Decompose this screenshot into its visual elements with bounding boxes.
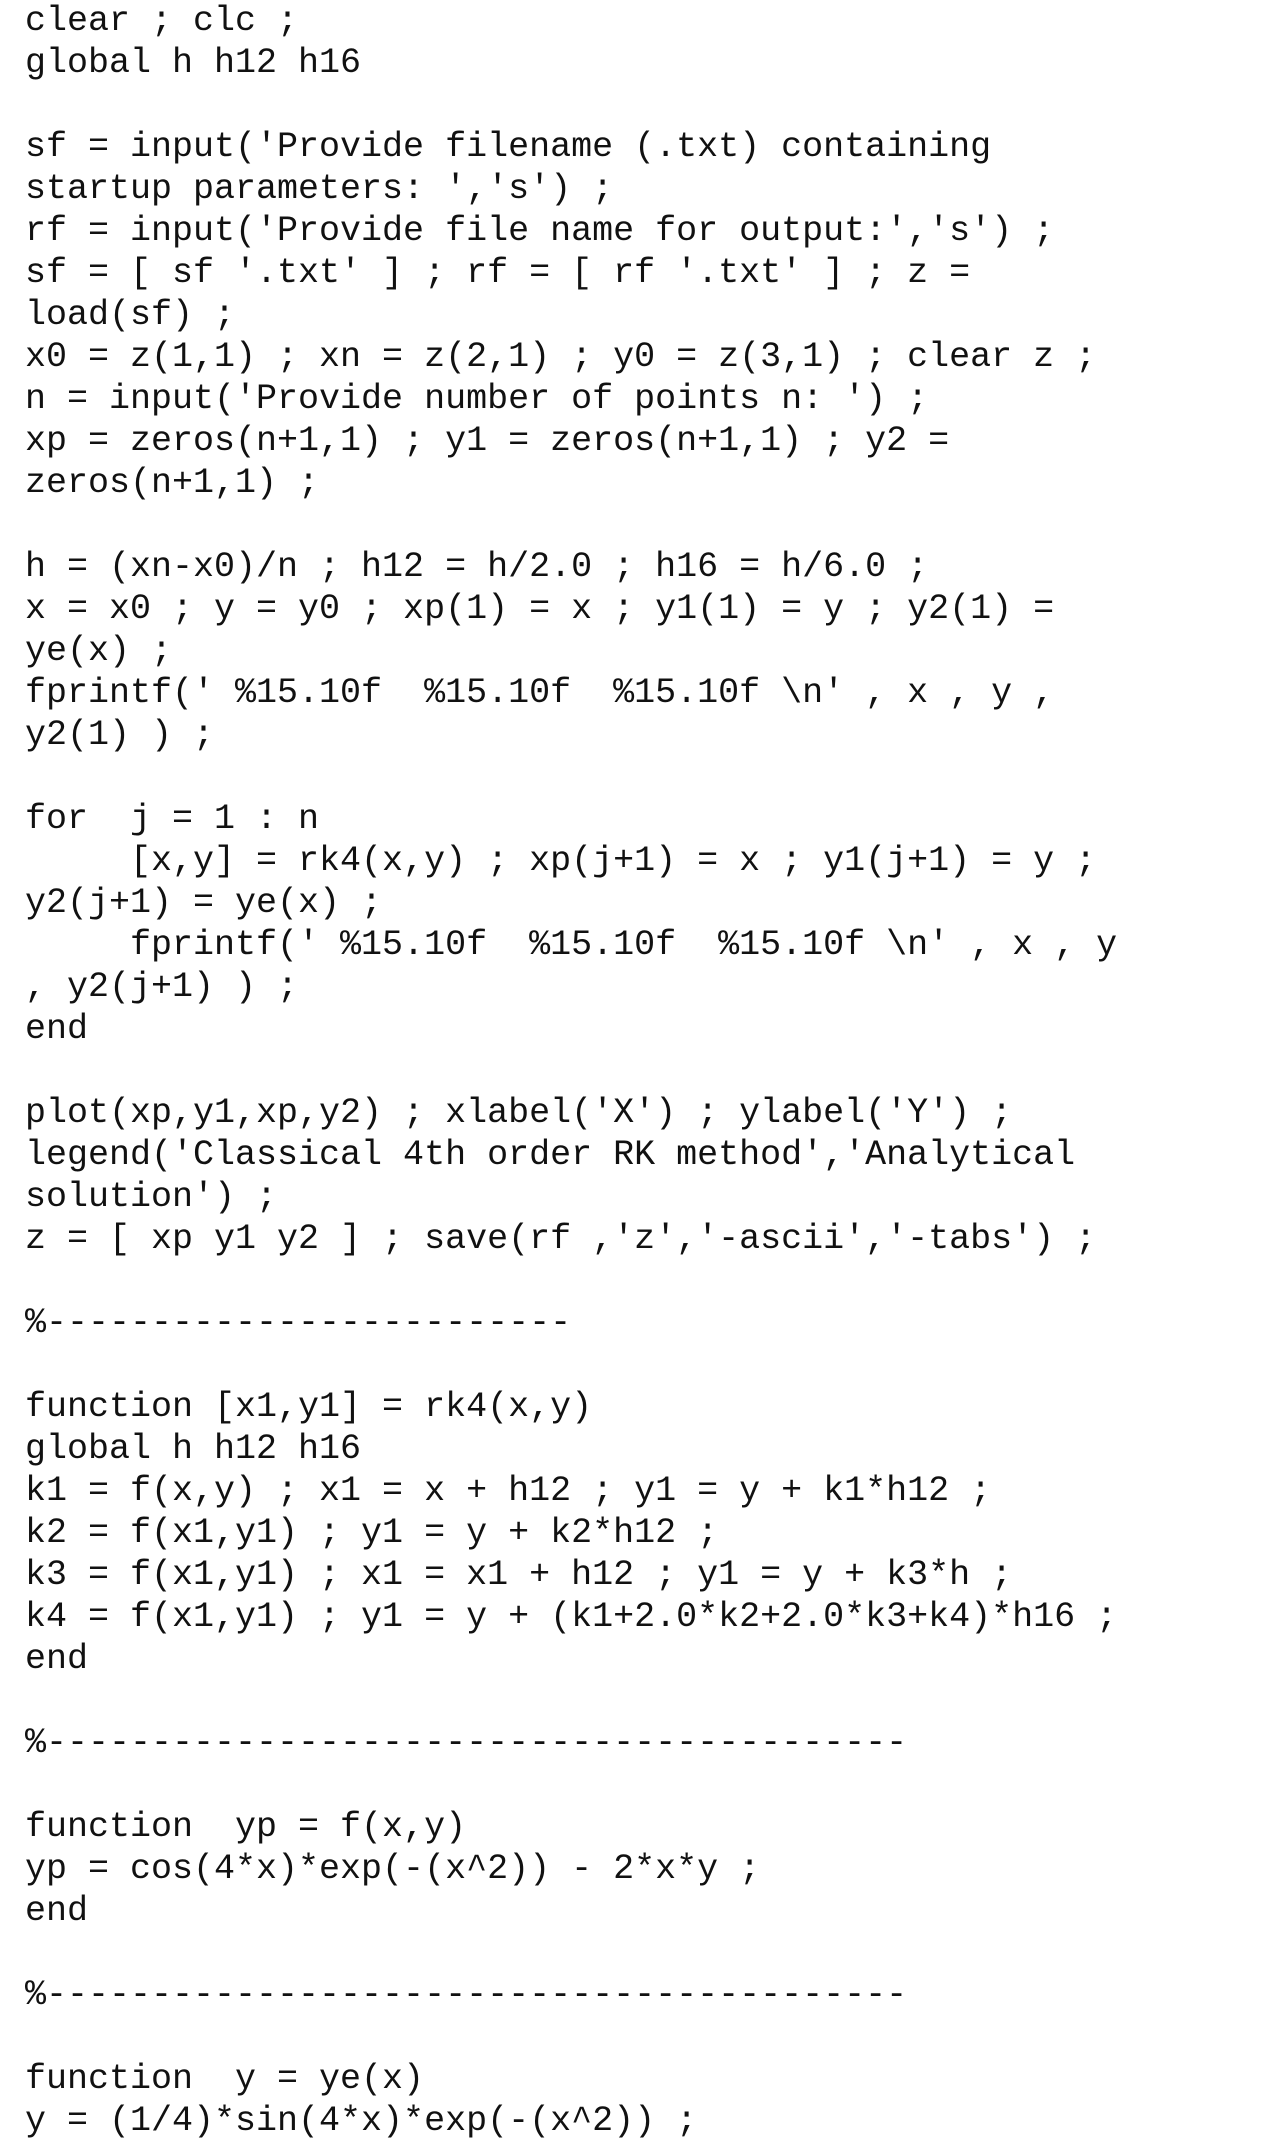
code-line: fprintf(' %15.10f %15.10f %15.10f \n' , x , y , [25,673,1055,713]
code-line [25,756,1275,798]
code-line: plot(xp,y1,xp,y2) ; xlabel('X') ; ylabel('Y') ; [25,1093,1013,1133]
code-line: solution') ; [25,1177,278,1217]
code-line: %----------------------------------------- [25,1975,908,2015]
code-line [25,1764,1275,1806]
code-line: , y2(j+1) ) ; [25,967,299,1007]
code-line: function [x1,y1] = rk4(x,y) [25,1387,593,1427]
code-line [25,1680,1275,1722]
code-line: fprintf(' %15.10f %15.10f %15.10f \n' , x , y [25,925,1118,965]
code-line: function y = ye(x) [25,2059,425,2099]
code-line: n = input('Provide number of points n: ') ; [25,379,929,419]
code-listing [25,0,1275,2142]
code-line: k1 = f(x,y) ; x1 = x + h12 ; y1 = y + k1*h12 ; [25,1471,992,1511]
code-line: global h h12 h16 [25,1429,362,1469]
code-line: k4 = f(x1,y1) ; y1 = y + (k1+2.0*k2+2.0*k3+k4)*h16 ; [25,1597,1118,1637]
code-line: clear ; clc ; [25,1,299,41]
code-line: y2(j+1) = ye(x) ; [25,883,383,923]
code-line [25,1050,1275,1092]
code-line: rf = input('Provide file name for output:','s') ; [25,211,1055,251]
code-line: x0 = z(1,1) ; xn = z(2,1) ; y0 = z(3,1) ; clear z ; [25,337,1097,377]
code-line: h = (xn-x0)/n ; h12 = h/2.0 ; h16 = h/6.0 ; [25,547,929,587]
code-line: z = [ xp y1 y2 ] ; save(rf ,'z','-ascii','-tabs') ; [25,1219,1097,1259]
code-line: %----------------------------------------- [25,1723,908,1763]
code-line [25,1260,1275,1302]
code-line: y = (1/4)*sin(4*x)*exp(-(x^2)) ; [25,2101,698,2141]
code-line: end [25,1891,89,1931]
code-line: for j = 1 : n [25,799,320,839]
code-line: ye(x) ; [25,631,173,671]
code-line: [x,y] = rk4(x,y) ; xp(j+1) = x ; y1(j+1) = y ; [25,841,1097,881]
code-line: %------------------------- [25,1303,572,1343]
code-line [25,1932,1275,1974]
code-line [25,1344,1275,1386]
code-line: xp = zeros(n+1,1) ; y1 = zeros(n+1,1) ; y2 = [25,421,950,461]
code-line: sf = [ sf '.txt' ] ; rf = [ rf '.txt' ] ; z = [25,253,971,293]
code-line: function yp = f(x,y) [25,1807,467,1847]
code-line: zeros(n+1,1) ; [25,463,320,503]
code-line: load(sf) ; [25,295,236,335]
code-line: k3 = f(x1,y1) ; x1 = x1 + h12 ; y1 = y + k3*h ; [25,1555,1013,1595]
code-line [25,84,1275,126]
code-line [25,504,1275,546]
code-line: end [25,1009,89,1049]
code-line: startup parameters: ','s') ; [25,169,614,209]
code-line: k2 = f(x1,y1) ; y1 = y + k2*h12 ; [25,1513,719,1553]
code-line: global h h12 h16 [25,43,362,83]
code-line: legend('Classical 4th order RK method','Analytical [25,1135,1076,1175]
code-line: yp = cos(4*x)*exp(-(x^2)) - 2*x*y ; [25,1849,761,1889]
code-line: y2(1) ) ; [25,715,215,755]
code-line: end [25,1639,89,1679]
code-line: x = x0 ; y = y0 ; xp(1) = x ; y1(1) = y ; y2(1) = [25,589,1055,629]
code-line: sf = input('Provide filename (.txt) containing [25,127,992,167]
code-line [25,2016,1275,2058]
